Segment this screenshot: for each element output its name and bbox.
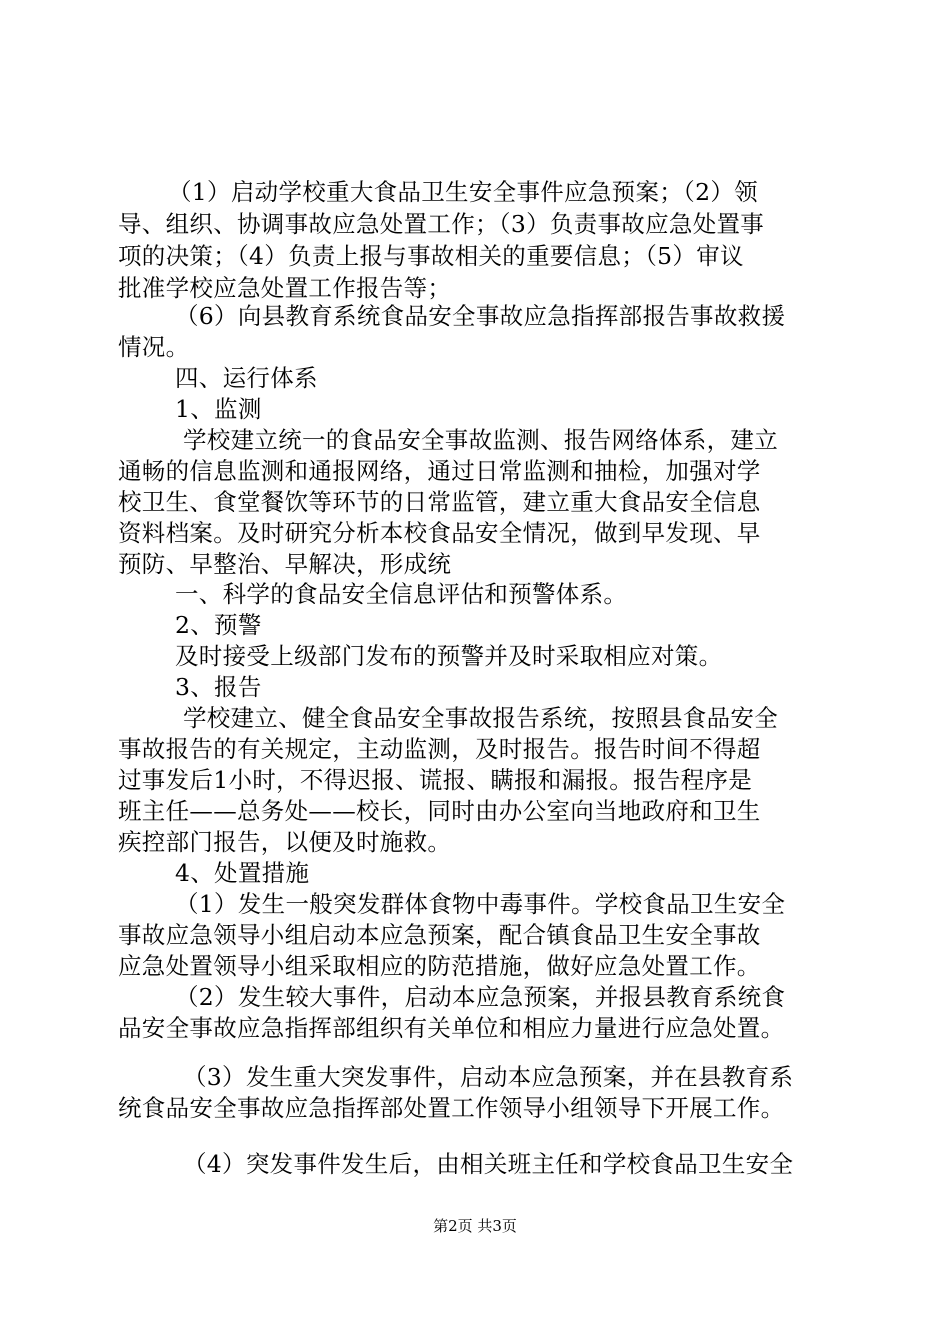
text-line: 一、科学的食品安全信息评估和预警体系。 (175, 580, 628, 608)
text-line: （4）突发事件发生后，由相关班主任和学校食品卫生安全 (183, 1150, 794, 1178)
text-line: 项的决策；（4）负责上报与事故相关的重要信息；（5）审议 (118, 242, 744, 270)
text-line: （2）发生较大事件，启动本应急预案，并报县教育系统食 (175, 983, 786, 1011)
subsection-heading: 2、预警 (175, 611, 262, 639)
subsection-heading: 4、处置措施 (175, 859, 310, 887)
section-heading: 四、运行体系 (175, 364, 318, 392)
text-line: 通畅的信息监测和通报网络，通过日常监测和抽检，加强对学 (118, 457, 761, 485)
text-line: 应急处置领导小组采取相应的防范措施，做好应急处置工作。 (118, 952, 761, 980)
text-line: 学校建立、健全食品安全事故报告系统，按照县食品安全 (183, 704, 778, 732)
text-line: 班主任——总务处——校长，同时由办公室向当地政府和卫生 (118, 797, 761, 825)
text-line: 学校建立统一的食品安全事故监测、报告网络体系，建立 (183, 426, 778, 454)
text-line: 过事发后1小时，不得迟报、谎报、瞒报和漏报。报告程序是 (118, 766, 753, 794)
text-line: 统食品安全事故应急指挥部处置工作领导小组领导下开展工作。 (118, 1094, 785, 1122)
text-line: （1）启动学校重大食品卫生安全事件应急预案；（2）领 (168, 178, 758, 206)
text-line: 品安全事故应急指挥部组织有关单位和相应力量进行应急处置。 (118, 1014, 785, 1042)
text-line: 事故报告的有关规定，主动监测，及时报告。报告时间不得超 (118, 735, 761, 763)
text-line: 及时接受上级部门发布的预警并及时采取相应对策。 (175, 642, 723, 670)
text-line: （6）向县教育系统食品安全事故应急指挥部报告事故救援 (175, 302, 786, 330)
subsection-heading: 3、报告 (175, 673, 262, 701)
subsection-heading: 1、监测 (175, 395, 262, 423)
text-line: 预防、早整治、早解决，形成统 (118, 550, 452, 578)
text-line: 事故应急领导小组启动本应急预案，配合镇食品卫生安全事故 (118, 921, 761, 949)
text-line: 导、组织、协调事故应急处置工作；（3）负责事故应急处置事 (118, 210, 765, 238)
text-line: 情况。 (118, 333, 190, 361)
text-line: 资料档案。及时研究分析本校食品安全情况，做到早发现、早 (118, 519, 761, 547)
text-line: 批准学校应急处置工作报告等； (118, 274, 452, 302)
text-line: 校卫生、食堂餐饮等环节的日常监管，建立重大食品安全信息 (118, 488, 761, 516)
text-line: （3）发生重大突发事件，启动本应急预案，并在县教育系 (183, 1063, 794, 1091)
text-line: （1）发生一般突发群体食物中毒事件。学校食品卫生安全 (175, 890, 786, 918)
text-line: 疾控部门报告，以便及时施救。 (118, 828, 452, 856)
page-footer: 第2页 共3页 (433, 1217, 517, 1235)
